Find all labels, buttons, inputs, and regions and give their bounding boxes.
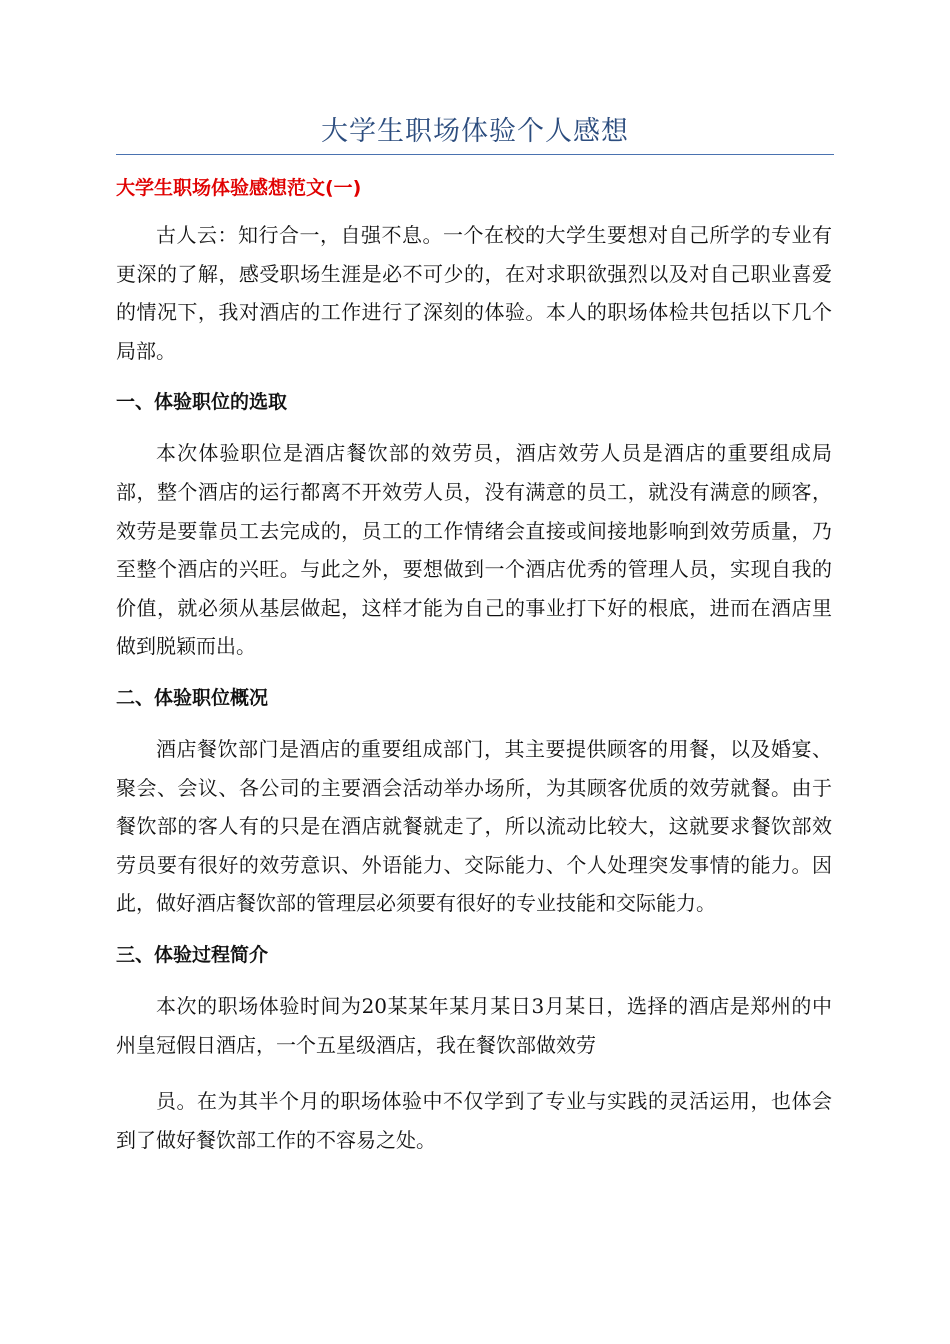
document-subtitle: 大学生职场体验感想范文(一) (116, 177, 362, 199)
intro-paragraph: 古人云：知行合一，自强不息。一个在校的大学生要想对自己所学的专业有更深的了解，感受职场生涯是必不可少的，在对求职欲强烈以及对自己职业喜爱的情况下，我对酒店的工作进行了深刻的体验。本人的职场体检共包括以下几个局部。 (116, 223, 832, 363)
document-title: 大学生职场体验个人感想 (321, 116, 629, 147)
section-2-paragraph: 酒店餐饮部门是酒店的重要组成部门，其主要提供顾客的用餐，以及婚宴、聚会、会议、各公司的主要酒会活动举办场所，为其顾客优质的效劳就餐。由于餐饮部的客人有的只是在酒店就餐就走了，所以流动比较大，这就要求餐饮部效劳员要有很好的效劳意识、外语能力、交际能力、个人处理突发事情的能力。因此，做好酒店餐饮部的管理层必须要有很好的专业技能和交际能力。 (116, 736, 832, 916)
section-heading-2: 二、体验职位概况 (116, 686, 269, 709)
document-body (116, 174, 832, 1159)
title-underline (116, 154, 834, 155)
section-3-paragraph-1: 本次的职场体验时间为20某某年某月某日3月某日，选择的酒店是郑州的中州皇冠假日酒店，一个五星级酒店，我在餐饮部做效劳 (116, 993, 832, 1057)
section-3-paragraph-2: 员。在为其半个月的职场体验中不仅学到了专业与实践的灵活运用，也体会到了做好餐饮部工作的不容易之处。 (116, 1089, 832, 1152)
section-heading-1: 一、体验职位的选取 (116, 391, 288, 414)
section-1-paragraph: 本次体验职位是酒店餐饮部的效劳员，酒店效劳人员是酒店的重要组成局部，整个酒店的运行都离不开效劳人员，没有满意的员工，就没有满意的顾客，效劳是要靠员工去完成的，员工的工作情绪会直接或间接地影响到效劳质量，乃至整个酒店的兴旺。与此之外，要想做到一个酒店优秀的管理人员，实现自我的价值，就必须从基层做起，这样才能为自己的事业打下好的根底，进而在酒店里做到脱颖而出。 (116, 441, 832, 659)
section-heading-3: 三、体验过程简介 (116, 943, 269, 966)
